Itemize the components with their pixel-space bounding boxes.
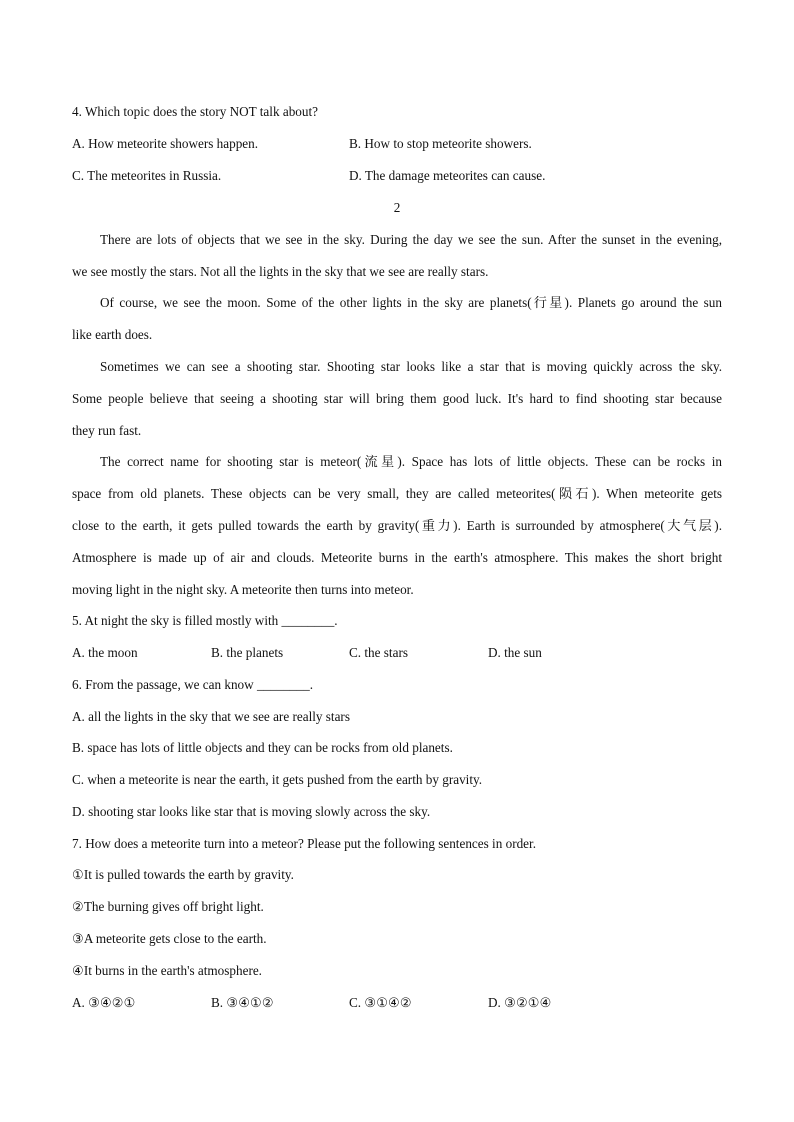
q7-option-d: D. ③②①④ bbox=[488, 995, 552, 1010]
q7-option-b: B. ③④①② bbox=[211, 995, 274, 1010]
q6-option-b: B. space has lots of little objects and they can be rocks from old planets. bbox=[72, 740, 453, 755]
q7-stem: 7. How does a meteorite turn into a meteor? Please put the following sentences in order. bbox=[72, 836, 536, 851]
q5-option-c: C. the stars bbox=[349, 645, 408, 660]
passage-line: Atmosphere is made up of air and clouds. Meteorite burns in the earth's atmosphere. This makes the short bright bbox=[72, 550, 722, 565]
q5-option-a: A. the moon bbox=[72, 645, 138, 660]
passage-line: Of course, we see the moon. Some of the other lights in the sky are planets(行星). Planets go around the sun bbox=[100, 295, 722, 310]
q4-option-a: A. How meteorite showers happen. bbox=[72, 136, 259, 151]
passage-line: we see mostly the stars. Not all the lights in the sky that we see are really stars. bbox=[72, 264, 489, 279]
passage-line: Sometimes we can see a shooting star. Shooting star looks like a star that is moving quickly across the sky. bbox=[100, 359, 722, 374]
section-number: 2 bbox=[393, 200, 401, 215]
passage-line: Some people believe that seeing a shooting star will bring them good luck. It's hard to find shooting star because bbox=[72, 391, 722, 406]
q7-option-a: A. ③④②① bbox=[72, 995, 136, 1010]
q7-sentence-3: ③A meteorite gets close to the earth. bbox=[72, 931, 267, 946]
q7-sentence-1: ①It is pulled towards the earth by gravity. bbox=[72, 867, 294, 882]
q6-stem: 6. From the passage, we can know ________. bbox=[72, 677, 313, 692]
passage-line: close to the earth, it gets pulled towards the earth by gravity(重力). Earth is surrounded by atmosphere(大气层). bbox=[72, 518, 722, 533]
q4-option-c: C. The meteorites in Russia. bbox=[72, 168, 222, 183]
q6-option-c: C. when a meteorite is near the earth, it gets pushed from the earth by gravity. bbox=[72, 772, 483, 787]
q6-option-d: D. shooting star looks like star that is moving slowly across the sky. bbox=[72, 804, 431, 819]
passage-line: they run fast. bbox=[72, 423, 142, 438]
q4-option-b: B. How to stop meteorite showers. bbox=[349, 136, 532, 151]
passage-line: like earth does. bbox=[72, 327, 153, 342]
q5-option-b: B. the planets bbox=[211, 645, 284, 660]
q5-stem: 5. At night the sky is filled mostly with ________. bbox=[72, 613, 338, 628]
q7-sentence-4: ④It burns in the earth's atmosphere. bbox=[72, 963, 262, 978]
q5-option-d: D. the sun bbox=[488, 645, 542, 660]
q7-sentence-2: ②The burning gives off bright light. bbox=[72, 899, 264, 914]
q4-stem: 4. Which topic does the story NOT talk about? bbox=[72, 104, 318, 119]
q4-option-d: D. The damage meteorites can cause. bbox=[349, 168, 546, 183]
passage-line: There are lots of objects that we see in the sky. During the day we see the sun. After the sunset in the evening, bbox=[100, 232, 722, 247]
q6-option-a: A. all the lights in the sky that we see are really stars bbox=[72, 709, 350, 724]
passage-line: The correct name for shooting star is meteor(流星). Space has lots of little objects. These can be rocks in bbox=[100, 454, 722, 469]
passage-line: space from old planets. These objects can be very small, they are called meteorites(陨石). When meteorite gets bbox=[72, 486, 722, 501]
passage-line: moving light in the night sky. A meteorite then turns into meteor. bbox=[72, 582, 414, 597]
q7-option-c: C. ③①④② bbox=[349, 995, 412, 1010]
